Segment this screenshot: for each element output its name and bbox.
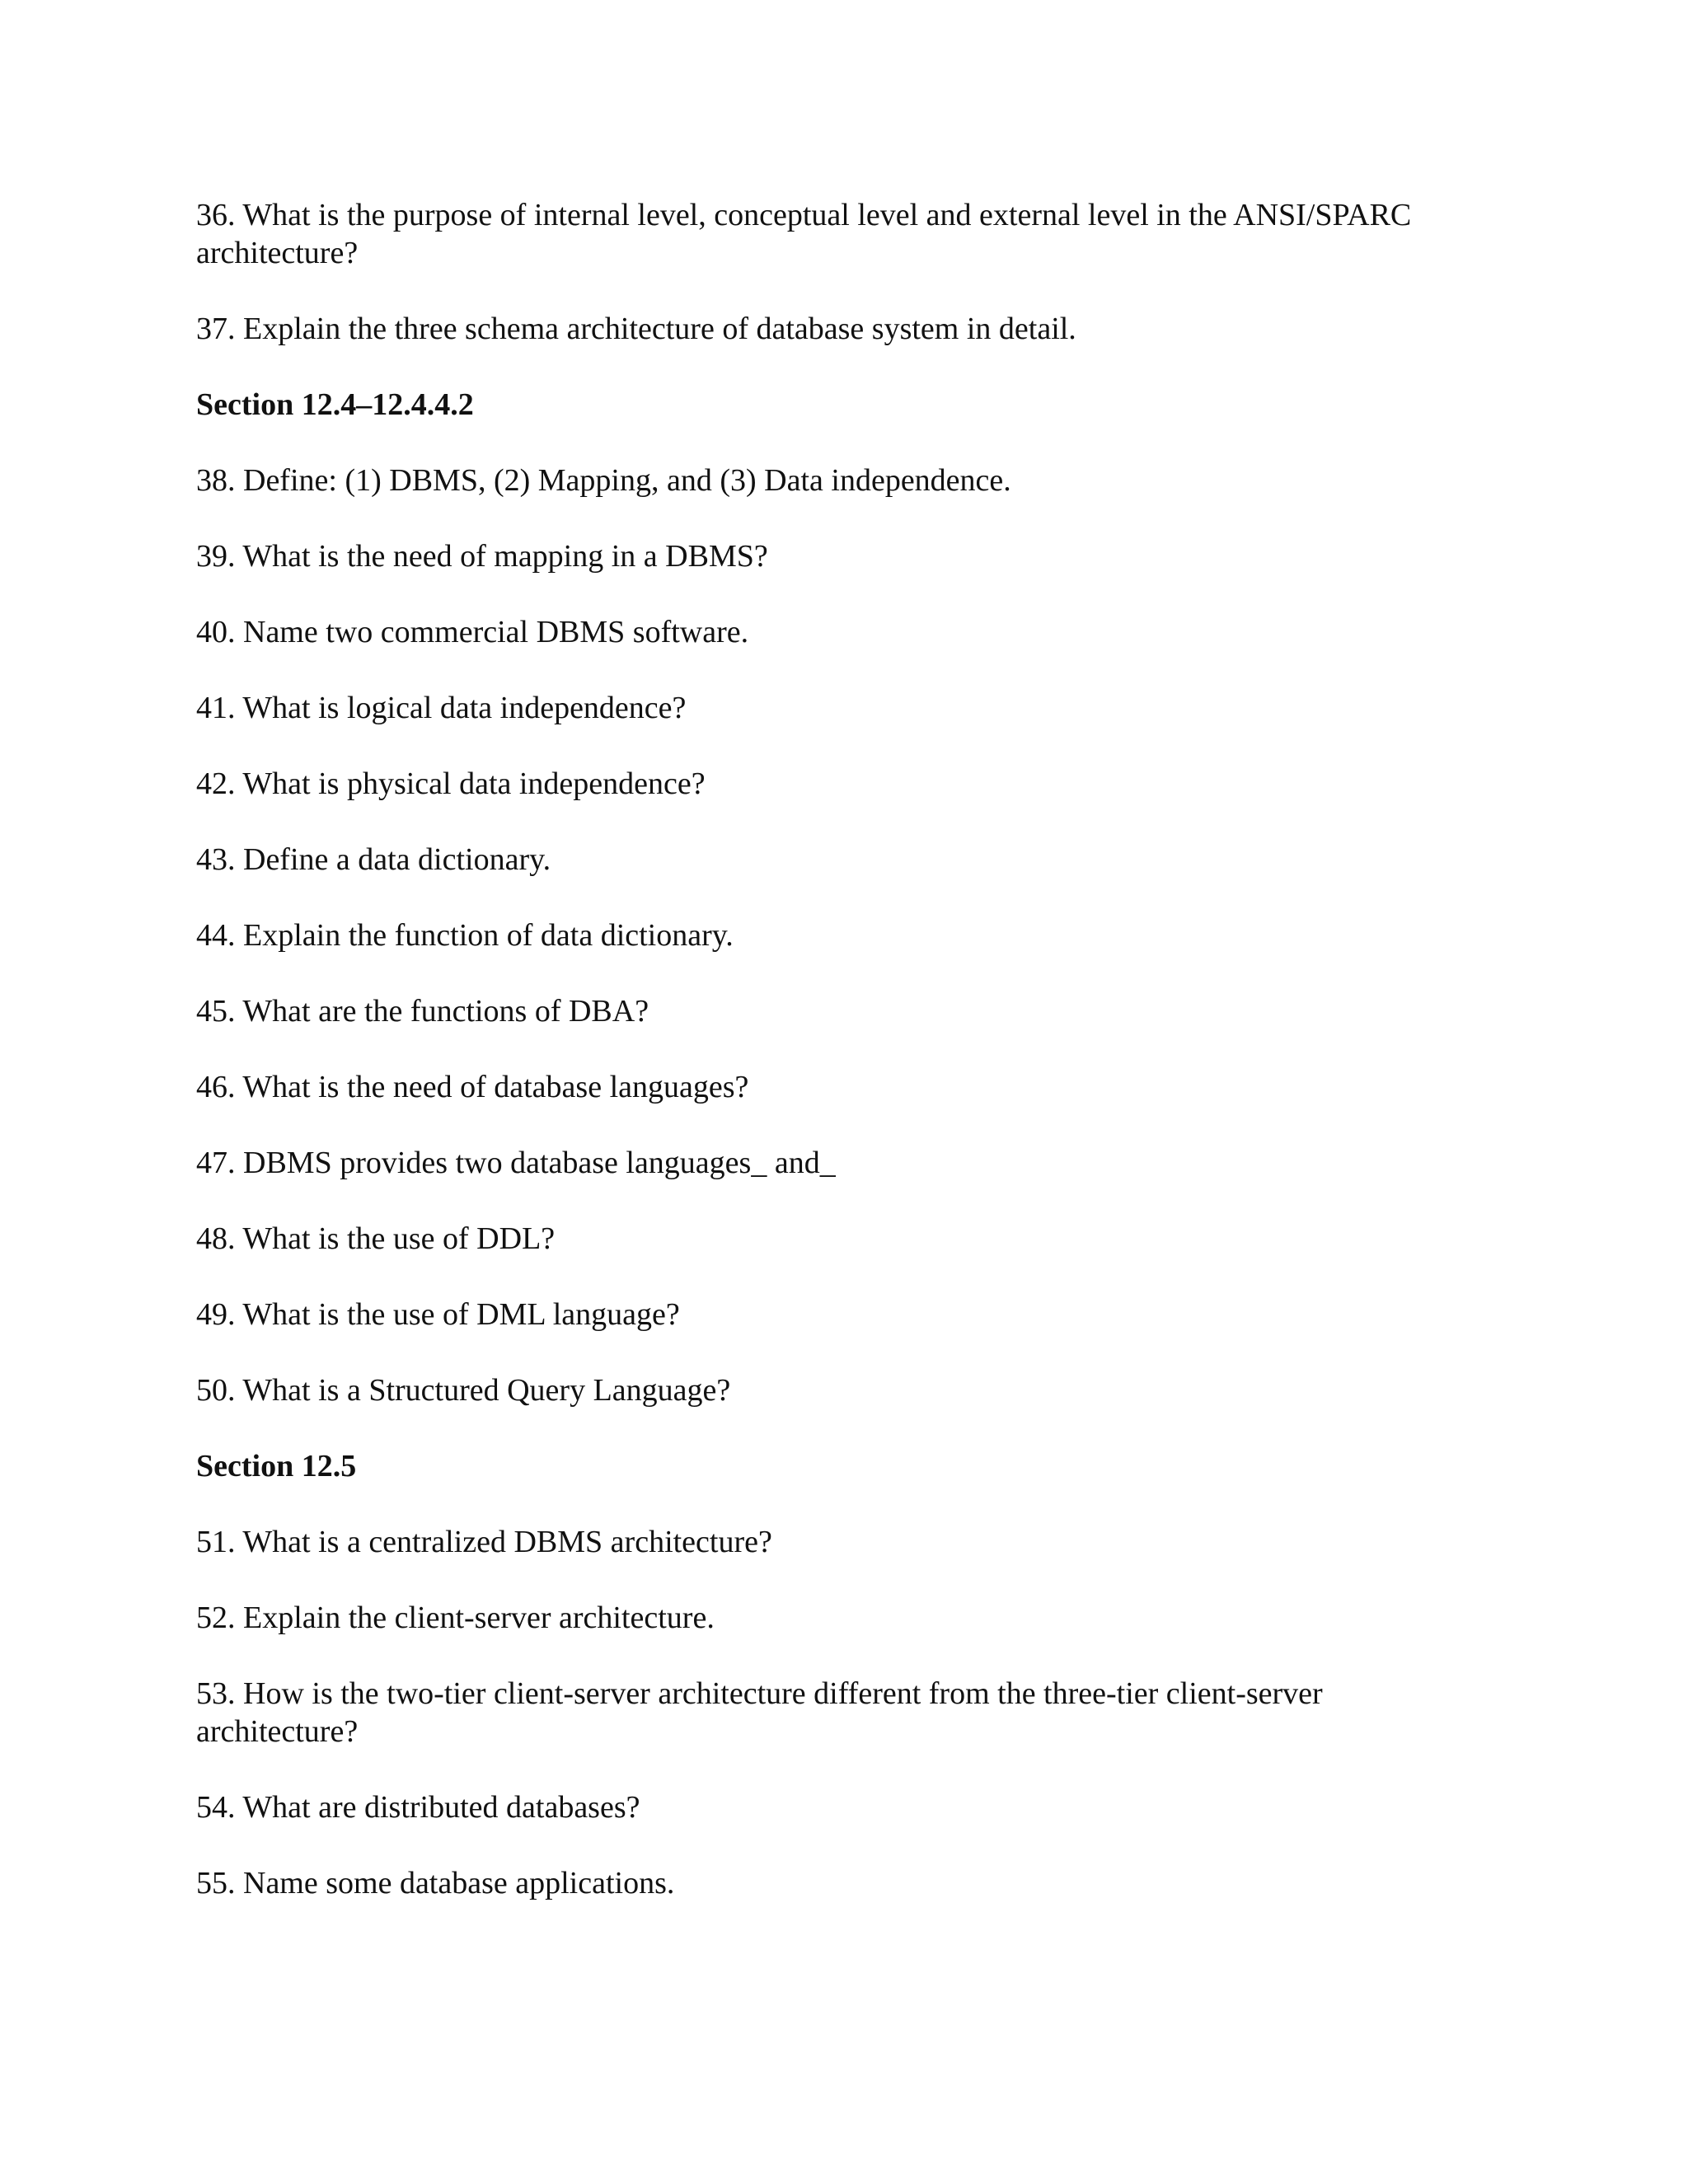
question-46: 46. What is the need of database languages? [196, 1070, 749, 1104]
question-43: 43. Define a data dictionary. [196, 842, 551, 877]
question-51: 51. What is a centralized DBMS architecture? [196, 1525, 772, 1559]
question-45: 45. What are the functions of DBA? [196, 994, 649, 1029]
question-41: 41. What is logical data independence? [196, 691, 687, 725]
question-47: 47. DBMS provides two database languages_ and_ [196, 1146, 836, 1180]
question-50: 50. What is a Structured Query Language? [196, 1373, 731, 1408]
question-44: 44. Explain the function of data dictionary. [196, 918, 734, 953]
question-53: 53. How is the two-tier client-server architecture different from the three-tier client-server architecture? [196, 1676, 1323, 1749]
question-36: 36. What is the purpose of internal level, conceptual level and external level in the ANSI/SPARC architecture? [196, 198, 1412, 270]
question-55: 55. Name some database applications. [196, 1866, 675, 1900]
question-54: 54. What are distributed databases? [196, 1790, 640, 1825]
question-39: 39. What is the need of mapping in a DBMS? [196, 539, 768, 574]
section-heading-12-4: Section 12.4–12.4.4.2 [196, 387, 474, 422]
question-list [196, 196, 1482, 1940]
question-38: 38. Define: (1) DBMS, (2) Mapping, and (3) Data independence. [196, 463, 1011, 498]
section-heading-12-5: Section 12.5 [196, 1449, 357, 1483]
question-49: 49. What is the use of DML language? [196, 1297, 680, 1332]
question-42: 42. What is physical data independence? [196, 766, 706, 801]
question-48: 48. What is the use of DDL? [196, 1221, 556, 1256]
question-40: 40. Name two commercial DBMS software. [196, 615, 749, 649]
question-37: 37. Explain the three schema architecture of database system in detail. [196, 312, 1076, 346]
question-52: 52. Explain the client-server architecture. [196, 1601, 715, 1635]
